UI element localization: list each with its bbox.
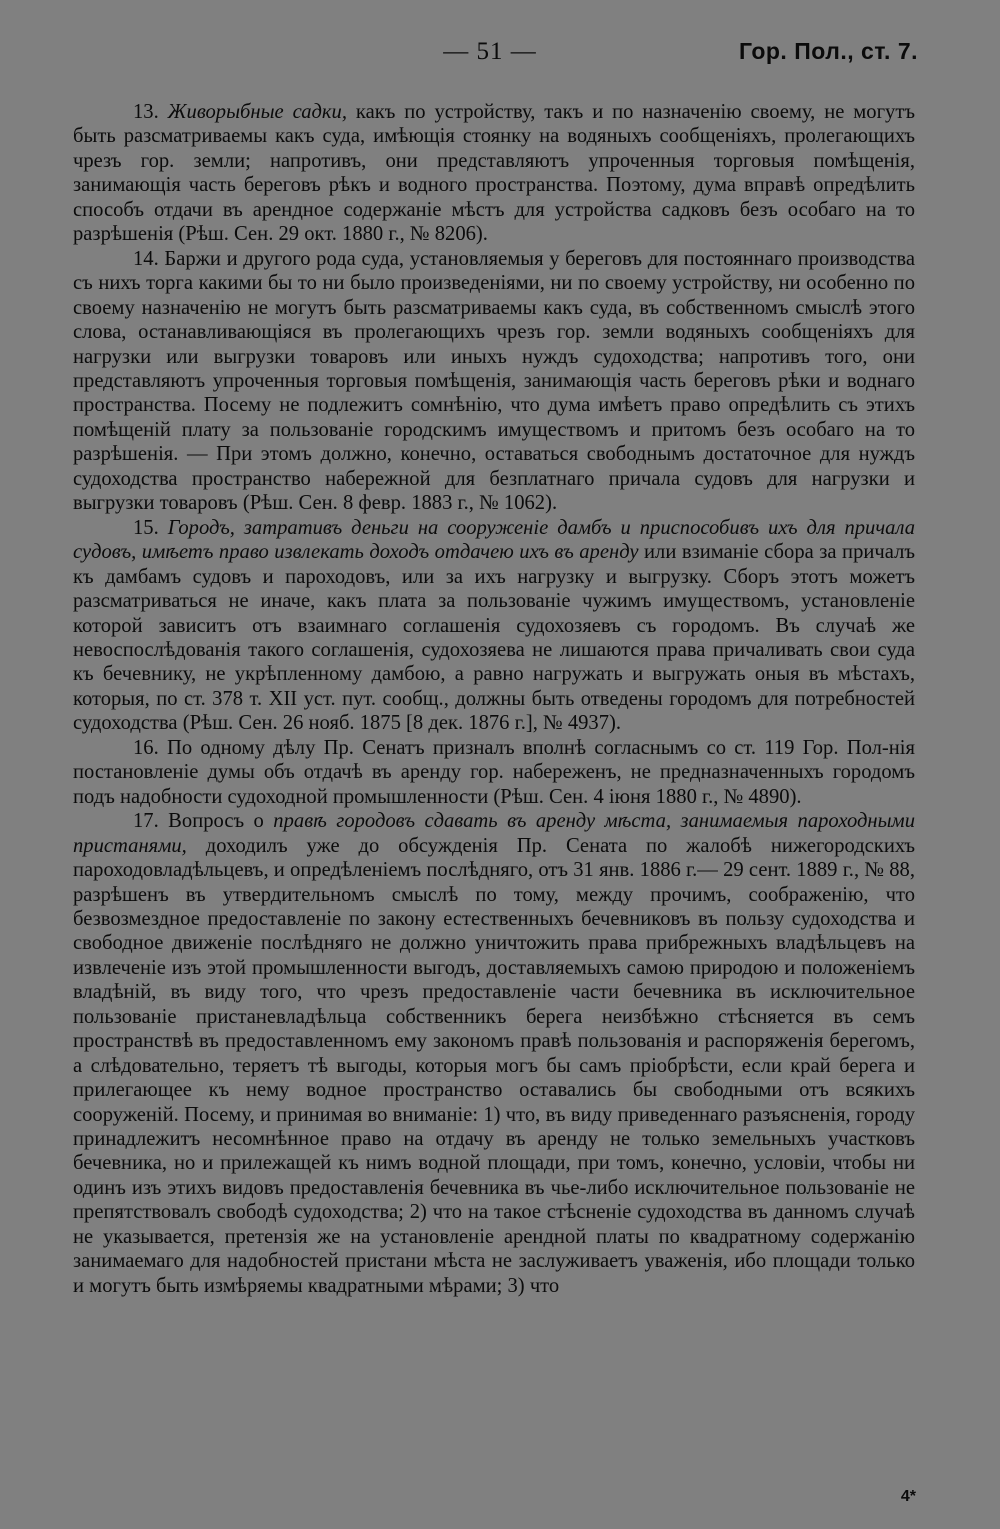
paragraph-text-continued: доходилъ уже до обсужденія Пр. Сената по жалобѣ нижегородскихъ пароходовладѣльцевъ, и опредѣленіемъ послѣдняго, отъ 31 янв. 1886 г.— 29 сент. 1889 г., № 88, разрѣшенъ въ утвердительномъ смыслѣ по тому, между прочимъ, соображенію, что безвозмездное предоставленіе по закону естественныхъ бечевниковъ въ пользу судоходства и свободное движеніе послѣдняго не должно уничтожить права прибрежныхъ владѣльцевъ на извлеченіе изъ этой промышленности выгодъ, доставляемыхъ самою природою и положеніемъ владѣній, въ виду того, что чрезъ предоставленіе части бечевника въ исключительное пользованіе пристаневладѣльца собственникъ берега неизбѣжно стѣсняется въ семъ пространствѣ въ предоставленномъ ему закономъ правѣ пользованія и распоряженія берегомъ, а слѣдовательно, теряетъ тѣ выгоды, которыя могъ бы самъ пріобрѣсти, если край берега и прилегающее къ нему водное пространство оставались бы свободными отъ всякихъ сооруженій. Посему, и принимая во вниманіе: 1) что, въ виду приведеннаго разъясненія, городу принадлежитъ несомнѣнное право на отдачу въ аренду не только земельныхъ участковъ бечевника, но и прилежащей къ нимъ водной площади, при томъ, конечно, условіи, чтобы ни одинъ изъ этихъ видовъ предоставленія бечевника въ чье-либо исключительное пользованіе не препятствовалъ свободѣ судоходства; 2) что на такое стѣсненіе судоходства въ данномъ случаѣ не указывается, претензія же на установленіе арендной платы по квадратному содержанію занимаемаго для надобностей пристани мѣста не заслуживаетъ уваженія, ибо площади только и могутъ быть измѣряемы квадратными мѣрами; 3) что — [73, 834, 915, 1297]
page-header — [0, 38, 1000, 72]
paragraph-italic: правѣ городовъ сдавать въ аренду мѣста, занимаемыя пароходными пристанями, — [73, 810, 915, 857]
paragraph-15 — [73, 516, 915, 736]
body-text — [73, 100, 915, 1298]
paragraph-number: 17. — [133, 810, 159, 833]
paragraph-16 — [73, 736, 915, 809]
paragraph-text: Баржи и другого рода суда, установляемыя у береговъ для постояннаго производства съ нихъ торга какими бы то ни было произведеніями, ни по своему устройству, ни особенно по своему назначенію не могутъ быть разсматриваемы какъ суда, въ собственномъ смыслѣ этого слова, останавливающіяся въ пролегающихъ чрезъ гор. земли водяныхъ сообщеніяхъ для нагрузки или выгрузки товаровъ или иныхъ нуждъ судоходства; напротивъ того, они представляютъ упроченныя торговыя помѣщенія, занимающія часть береговъ рѣки и воднаго пространства. Посему не подлежитъ сомнѣнію, что дума имѣетъ право опредѣлить съ этихъ помѣщеній плату за пользованіе городскимъ имуществомъ и притомъ безъ особаго на то разрѣшенія. — При этомъ должно, конечно, оставаться свободнымъ достаточное для нуждъ судоходства пространство набережной для безплатнаго причала судовъ для нагрузки и выгрузки товаровъ (Рѣш. Сен. 8 февр. 1883 г., № 1062). — [73, 247, 915, 515]
paragraph-italic: Живорыбные садки, — [167, 101, 347, 123]
paragraph-number: 13. — [133, 101, 159, 123]
paragraph-text: По одному дѣлу Пр. Сенатъ призналъ вполнѣ согласнымъ со ст. 119 Гор. Пол-нія постановленіе думы объ отдачѣ въ аренду гор. набереженъ, не предназначенныхъ городомъ подъ надобности судоходной промышленности (Рѣш. Сен. 4 іюня 1880 г., № 4890). — [73, 736, 915, 808]
running-head: Гор. Пол., ст. 7. — [738, 38, 918, 64]
paragraph-text: Вопросъ о — [158, 810, 274, 833]
paragraph-17 — [73, 809, 915, 1298]
paragraph-13 — [73, 100, 915, 247]
page-number: — 51 — — [443, 38, 537, 65]
paragraph-number: 14. — [133, 247, 159, 270]
paragraph-text: какъ по устройству, такъ и по назначенію своему, не могутъ быть разсматриваемы какъ суда, имѣющія стоянку на водяныхъ сообщеніяхъ, пролегающихъ чрезъ гор. земли; напротивъ, они представляютъ упроченныя торговыя помѣщенія, занимающія часть береговъ рѣкъ и водного пространства. Поэтому, дума вправѣ опредѣлить способъ отдачи въ арендное содержаніе мѣстъ для устройства садковъ безъ особаго на то разрѣшенія (Рѣш. Сен. 29 окт. 1880 г., № 8206). — [73, 101, 915, 246]
paragraph-text: или взиманіе сбора за причалъ къ дамбамъ судовъ и пароходовъ, или за ихъ нагрузку и выгрузку. Сборъ этотъ можетъ разсматриваться не иначе, какъ плата за пользованіе чужимъ имуществомъ, установленіе которой зависитъ отъ взаимнаго соглашенія судохозяевъ съ городомъ. Въ случаѣ же невоспослѣдованія такого соглашенія, судохозяева не лишаются права причаливать свои суда къ бечевнику, не укрѣпленному дамбою, а равно нагружать и выгружать оныя въ мѣстахъ, которыя, по ст. 378 т. XII уст. пут. сообщ., должны быть отведены городомъ для потребностей судоходства (Рѣш. Сен. 26 нояб. 1875 [8 дек. 1876 г.], № 4937). — [73, 541, 916, 735]
paragraph-14 — [73, 247, 915, 516]
paragraph-number: 16. — [133, 736, 159, 759]
paragraph-italic: Городъ, затративъ деньги на сооруженіе дамбъ и приспособивъ ихъ для причала судовъ, имѣетъ право извлекать доходъ отдачею ихъ въ аренду — [73, 516, 915, 564]
signature-mark: 4* — [900, 1488, 916, 1505]
paragraph-number: 15. — [133, 516, 159, 539]
